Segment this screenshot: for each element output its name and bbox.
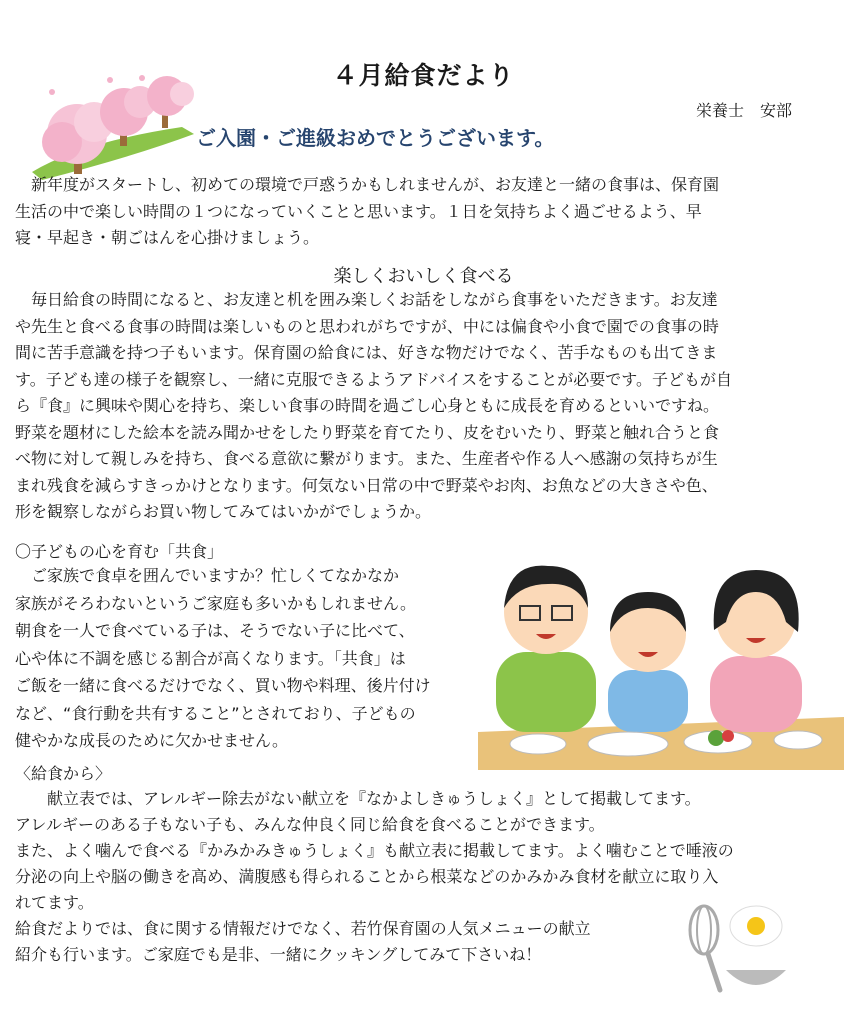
- section1-heading: 楽しくおいしく食べる: [333, 266, 514, 287]
- family-dining-icon: [478, 552, 844, 770]
- greeting-heading: ご入園・ご進級おめでとうございます。: [196, 126, 555, 150]
- section3-body: 献立表では、アレルギー除去がない献立を『なかよしきゅうしょく』として掲載してます。 アレルギーのある子もない子も、みんな仲良く同じ給食を食べることができます。 また、よく噛んで食べる『かみかみきゅうしょく』も献立表に掲載してます。よく噛むことで唾液の 分泌の向上や脳の働きを高め、満腹感も得られることから根菜などのかみかみ食材を献立に取り入 れてます。 給食だよりでは、食に関する情報だけでなく、若竹保育園の人気メニューの献立 紹介も行います。ご家庭でも是非、一緒にクッキングしてみて下さいね！: [15, 789, 734, 964]
- section2-heading: 〇子どもの心を育む「共食」: [15, 542, 224, 561]
- author-label: 栄養士 安部: [695, 101, 792, 120]
- page-title: ４月給食だより: [332, 61, 515, 90]
- section1-body: 毎日給食の時間になると、お友達と机を囲み楽しくお話をしながら食事をいただきます。お友達 や先生と食べる食事の時間は楽しいものと思われがちですが、中には偏食や小食で園での食事の時 間に苦手意識を持つ子もいます。保育園の給食には、好きな物だけでなく、苦手なものも出てきま す。子ども達の様子を観察し、一緒に克服できるようアドバイスをすることが必要です。子どもが自 ら『食』に興味や関心を持ち、楽しい食事の時間を過ごし心身ともに成長を育めるといいですね。 野菜を題材にした絵本を読み聞かせをしたり野菜を育てたり、皮をむいたり、野菜と触れ合うと食 べ物に対して親しみを持ち、食べる意欲に繋がります。また、生産者や作る人へ感謝の気持ちが生 まれ残食を減らすきっかけとなります。何気ない日常の中で野菜やお肉、お魚などの大きさや色、 形を観察しながらお買い物してみてはいかがでしょうか。: [15, 290, 732, 521]
- section3-heading: 〈給食から〉: [15, 764, 112, 783]
- intro-paragraph: 新年度がスタートし、初めての環境で戸惑うかもしれませんが、お友達と一緒の食事は、保育園 生活の中で楽しい時間の１つになっていくことと思います。１日を気持ちよく過ごせるよう、早 寝・早起き・朝ごはんを心掛けましょう。: [15, 175, 720, 247]
- whisk-egg-icon: [680, 900, 790, 1000]
- section2-body: ご家族で食卓を囲んでいますか？忙しくてなかなか 家族がそろわないというご家庭も多いかもしれません。 朝食を一人で食べている子は、そうでない子に比べて、 心や体に不調を感じる割合が高くなります。「共食」は ご飯を一緒に食べるだけでなく、買い物や料理、後片付け など、“食行動を共有すること”とされており、子どもの 健やかな成長のために欠かせません。: [15, 566, 431, 750]
